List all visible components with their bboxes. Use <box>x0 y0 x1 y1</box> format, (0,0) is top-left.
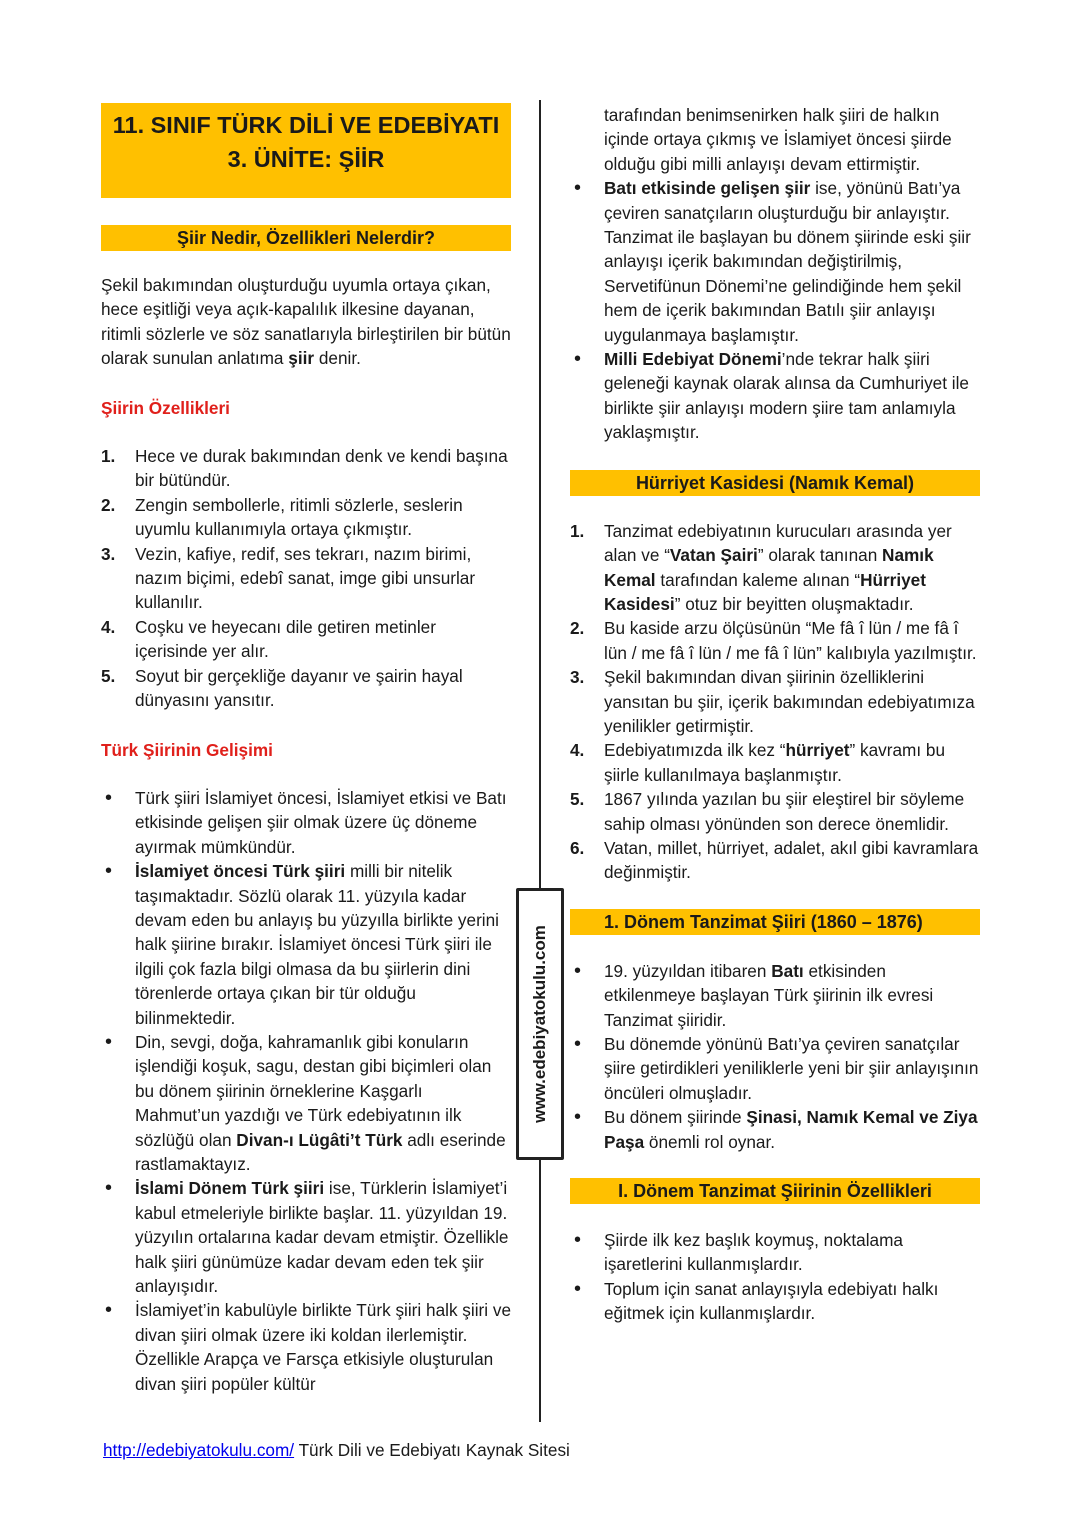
section-heading-poetry-definition: Şiir Nedir, Özellikleri Nelerdir? <box>101 225 511 251</box>
list-item: • Bu dönem şiirinde Şinasi, Namık Kemal ve Ziya Paşa önemli rol oynar. <box>570 1105 980 1154</box>
hurriyet-list <box>570 519 980 885</box>
features-list <box>101 444 511 712</box>
list-item: 4. Coşku ve heyecanı dile getiren metinler içerisinde yer alır. <box>101 616 436 662</box>
list-item: 6. Vatan, millet, hürriyet, adalet, akıl gibi kavramlara değinmiştir. <box>570 837 979 883</box>
list-item: • İslamiyet’in kabulüyle birlikte Türk şiiri halk şiiri ve divan şiiri olmak üzere iki koldan ilerlemiştir. Özellikle Arapça ve Farsça etkisiyle oluşturulan divan şiiri popüler kültür <box>101 1298 511 1396</box>
tanzimat-list <box>570 959 980 1154</box>
watermark-box <box>516 888 564 1160</box>
list-item: • İslami Dönem Türk şiiri ise, Türklerin İslamiyet’i kabul etmeleriyle birlikte başlar. 11. yüzyıldan 19. yüzyılın ortalarına kadar devam etmiştir. Özellikle halk şiiri günümüze kadar devam eden tek şiir anlayışıdır. <box>101 1176 511 1298</box>
watermark-text: www.edebiyatokulu.com <box>530 925 549 1123</box>
left-column <box>101 103 511 1396</box>
footer-link[interactable]: http://edebiyatokulu.com/ <box>103 1440 295 1460</box>
list-item: 5. Soyut bir gerçekliğe dayanır ve şairin hayal dünyasını yansıtır. <box>101 665 463 711</box>
features-heading: Şiirin Özellikleri <box>101 397 230 418</box>
development-list-continued <box>570 176 980 444</box>
right-column <box>570 103 980 1326</box>
unit-title: 3. ÜNİTE: ŞİİR <box>227 146 385 172</box>
footer-text: Türk Dili ve Edebiyatı Kaynak Sitesi <box>298 1440 570 1460</box>
development-heading: Türk Şiirinin Gelişimi <box>101 739 273 760</box>
list-item: • Toplum için sanat anlayışıyla edebiyatı halkı eğitmek için kullanmışlardır. <box>570 1277 980 1326</box>
list-item: • İslamiyet öncesi Türk şiiri milli bir nitelik taşımaktadır. Sözlü olarak 11. yüzyıla kadar devam eden bu anlayış bu yüzyılla birlikte yerini halk şiirine bırakır. İslamiyet öncesi Türk şiiri ile ilgili çok fazla bilgi olmasa da bu şiirlerin dini törenlerde ortaya çıkan bir tür olduğu bilinmektedir. <box>101 859 511 1030</box>
section-heading-hurriyet: Hürriyet Kasidesi (Namık Kemal) <box>570 470 980 496</box>
section-heading-tanzimat-features: I. Dönem Tanzimat Şiirinin Özellikleri <box>570 1178 980 1204</box>
definition-paragraph: Şekil bakımından oluşturduğu uyumla ortaya çıkan, hece eşitliği veya açık-kapalılık ilkesine dayanan, ritimli sözlerle ve söz sanatlarıyla birleştirilen bir bütün olarak sunulan anlatıma şiir denir. <box>101 275 511 369</box>
page-title: 11. SINIF TÜRK DİLİ VE EDEBİYATI <box>112 112 500 138</box>
list-item: 2. Zengin sembollerle, ritimli sözlerle, seslerin uyumlu kullanımıyla ortaya çıkmıştır. <box>101 494 463 540</box>
list-item: • Din, sevgi, doğa, kahramanlık gibi konuların işlendiği koşuk, sagu, destan gibi biçimleri olan bu dönem şiirinin örneklerine Kaşgarlı Mahmut’un yazdığı ve Türk edebiyatının ilk sözlüğü olan Divan-ı Lügâti’t Türk adlı eserinde rastlamaktayız. <box>101 1030 511 1176</box>
list-item: • Türk şiiri İslamiyet öncesi, İslamiyet etkisi ve Batı etkisinde gelişen şiir olmak üzere üç döneme ayırmak mümkündür. <box>101 786 511 859</box>
tanzimat-features-list <box>570 1228 980 1326</box>
list-item: 3. Şekil bakımından divan şiirinin özelliklerini yansıtan bu şiir, içerik bakımından edebiyatımıza yenilikler getirmiştir. <box>570 667 975 736</box>
list-item: 1. Hece ve durak bakımından denk ve kendi başına bir bütündür. <box>101 446 508 491</box>
list-item: 2. Bu kaside arzu ölçüsünün “Me fâ î lün / me fâ î lün / me fâ î lün / me fâ î lün” kalıbıyla yazılmıştır. <box>570 618 977 663</box>
list-item: 3. Vezin, kafiye, redif, ses tekrarı, nazım birimi, nazım biçimi, edebî sanat, imge gibi unsurlar kullanılır. <box>101 543 476 613</box>
list-item: • 19. yüzyıldan itibaren Batı etkisinden etkilenmeye başlayan Türk şiirinin ilk evresi Tanzimat şiiridir. <box>570 959 980 1032</box>
continued-paragraph: tarafından benimsenirken halk şiiri de halkın içinde ortaya çıkmış ve İslamiyet öncesi şiirde olduğu gibi milli anlayışı devam ettirmiştir. <box>604 105 952 174</box>
column-divider <box>539 100 541 1422</box>
footer <box>103 1440 570 1461</box>
section-heading-tanzimat: 1. Dönem Tanzimat Şiiri (1860 – 1876) <box>570 909 980 935</box>
development-list <box>101 786 511 1396</box>
list-item: • Bu dönemde yönünü Batı’ya çeviren sanatçılar şiire getirdikleri yeniliklerle yeni bir şiir anlayışının öncüleri olmuşladır. <box>570 1032 980 1105</box>
list-item: • Şiirde ilk kez başlık koymuş, noktalama işaretlerini kullanmışlardır. <box>570 1228 980 1277</box>
title-box <box>101 103 511 198</box>
list-item: • Batı etkisinde gelişen şiir ise, yönünü Batı’ya çeviren sanatçıların oluşturduğu bir anlayıştır. Tanzimat ile başlayan bu dönem şiirinde eski şiir anlayışı içerik bakımından değiştirilmiş, Servetifünun Dönemi’ne gelindiğinde hem şekil hem de içerik bakımından Batılı şiir anlayışı uygulanmaya başlamıştır. <box>570 176 980 347</box>
list-item: 4. Edebiyatımızda ilk kez “hürriyet” kavramı bu şiirle kullanılmaya başlanmıştır. <box>570 740 946 785</box>
list-item: 5. 1867 yılında yazılan bu şiir eleştirel bir söyleme sahip olması yönünden son derece önemlidir. <box>570 789 965 834</box>
list-item: • Milli Edebiyat Dönemi’nde tekrar halk şiiri geleneği kaynak olarak alınsa da Cumhuriyet ile birlikte şiir anlayışı modern şiire tam anlamıyla yaklaşmıştır. <box>570 347 980 445</box>
list-item: 1. Tanzimat edebiyatının kurucuları arasında yer alan ve “Vatan Şairi” olarak tanınan Namık Kemal tarafından kaleme alınan “Hürriyet Kasidesi” otuz bir beyitten oluşmaktadır. <box>570 520 952 614</box>
